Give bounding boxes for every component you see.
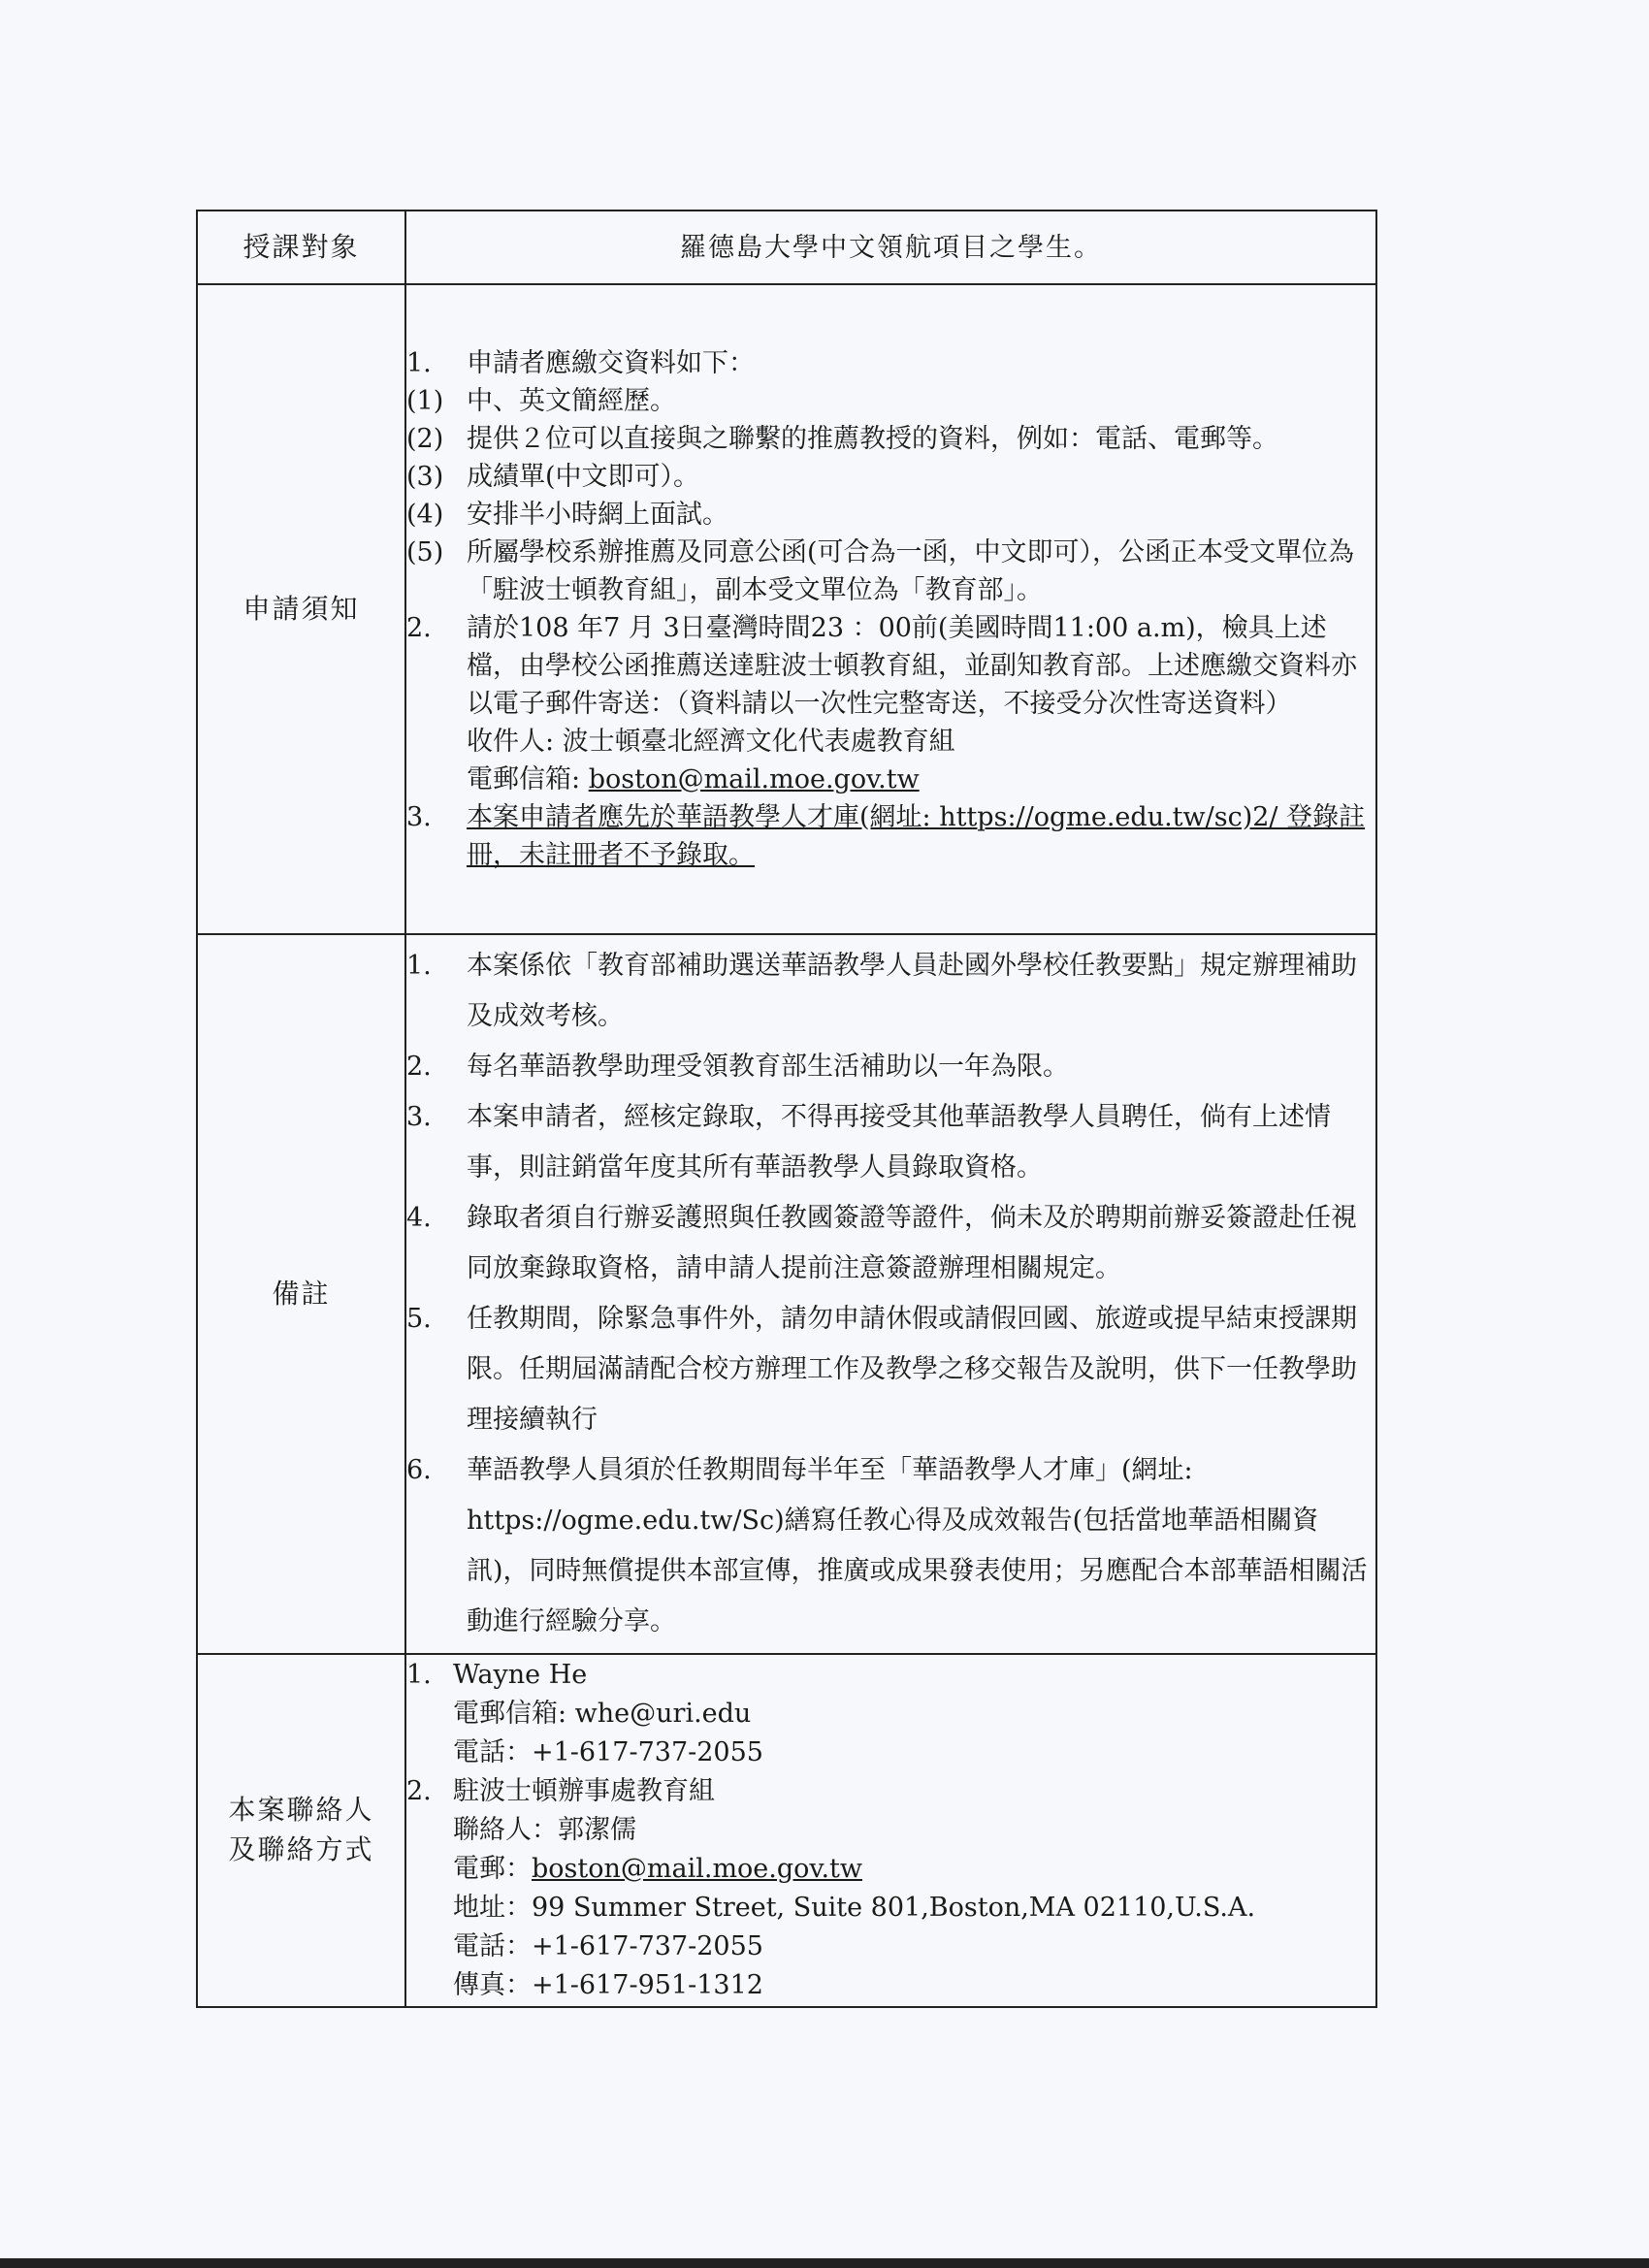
info-table xyxy=(196,210,1377,2008)
item-number: 2. xyxy=(406,1052,432,1082)
contact-content xyxy=(405,1654,1376,2007)
item-text: 每名華語教學助理受領教育部生活補助以一年為限。 xyxy=(467,1052,1069,1082)
item-number: 1. xyxy=(406,1660,432,1690)
label-target: 授課對象 xyxy=(197,211,405,284)
item-text xyxy=(467,609,1375,798)
apply-item-3 xyxy=(406,798,1375,874)
label-notes: 備註 xyxy=(197,934,405,1654)
sub-number: (5) xyxy=(406,537,444,567)
apply-sub-3 xyxy=(406,458,1375,496)
sub-text: 安排半小時網上面試。 xyxy=(467,500,728,530)
recipient-text: 收件人: 波士頓臺北經濟文化代表處教育組 xyxy=(467,727,955,757)
contact-name: Wayne He xyxy=(453,1660,588,1690)
sub-text: 中、英文簡經歷。 xyxy=(467,386,676,416)
item-text: 本案申請者，經核定錄取，不得再接受其他華語教學人員聘任，倘有上述情事，則註銷當年度其所有華語教學人員錄取資格。 xyxy=(467,1102,1331,1183)
row-application xyxy=(197,284,1376,934)
apply-sub-2 xyxy=(406,420,1375,458)
scan-bottom-edge xyxy=(0,2258,1649,2268)
note-item-4 xyxy=(406,1193,1375,1294)
contact-1-email: 電郵信箱: whe@uri.edu xyxy=(453,1699,752,1729)
contact-name: 駐波士頓辦事處教育組 xyxy=(453,1776,715,1806)
deadline-text: 請於108 年7 月 3日臺灣時間23 ：00前(美國時間11:00 a.m)，檢具上述檔，由學校公函推薦送達駐波士頓教育組，並副知教育部。上述應繳交資料亦以電子郵件寄送：（資料請以一次性完整寄送，不接受分次性寄送資料） xyxy=(467,613,1357,719)
note-item-3 xyxy=(406,1092,1375,1193)
sub-text: 所屬學校系辦推薦及同意公函(可合為一函，中文即可），公函正本受文單位為「駐波士頓教育組」，副本受文單位為「教育部」。 xyxy=(467,537,1355,605)
contact-2-person: 聯絡人：郭潔儒 xyxy=(453,1815,636,1845)
sub-number: (2) xyxy=(406,424,444,454)
notes-content xyxy=(405,934,1376,1654)
item-number: 2. xyxy=(406,613,432,643)
label-application: 申請須知 xyxy=(197,284,405,934)
email-label: 電郵信箱: xyxy=(467,764,589,794)
apply-sub-5 xyxy=(406,534,1375,609)
email-label: 電郵： xyxy=(453,1854,532,1884)
item-number: 6. xyxy=(406,1455,432,1485)
row-target-students xyxy=(197,211,1376,284)
item-text: 本案係依「教育部補助選送華語教學人員赴國外學校任教要點」規定辦理補助及成效考核。 xyxy=(467,951,1357,1031)
target-text: 羅德島大學中文領航項目之學生。 xyxy=(405,211,1376,284)
note-item-6 xyxy=(406,1445,1375,1647)
label-contact-line2: 及聯絡方式 xyxy=(228,1833,374,1865)
sub-number: (4) xyxy=(406,500,444,530)
item-text: 華語教學人員須於任教期間每半年至「華語教學人才庫」(網址: https://ogme.edu.tw/Sc)繕寫任教心得及成效報告(包括當地華語相關資訊)，同時無償提供本部宣傳，推廣或成果發表使用；另應配合本部華語相關活動進行經驗分享。 xyxy=(467,1455,1368,1636)
item-number: 1. xyxy=(406,951,432,981)
apply-item-2 xyxy=(406,609,1375,798)
item-number: 5. xyxy=(406,1304,432,1334)
email-link[interactable]: boston@mail.moe.gov.tw xyxy=(532,1854,862,1884)
sub-text: 提供２位可以直接與之聯繫的推薦教授的資料，例如：電話、電郵等。 xyxy=(467,424,1278,454)
item-number: 4. xyxy=(406,1203,432,1233)
label-contact xyxy=(197,1654,405,2007)
sub-number: (1) xyxy=(406,386,444,416)
contact-1 xyxy=(406,1656,1375,1695)
contact-2-email xyxy=(406,1850,1375,1889)
item-number: 2. xyxy=(406,1776,432,1806)
note-item-1 xyxy=(406,941,1375,1042)
item-text: 申請者應繳交資料如下： xyxy=(467,348,755,378)
sub-text: 成績單(中文即可）。 xyxy=(467,462,700,492)
item-number: 1. xyxy=(406,348,432,378)
email-link[interactable]: boston@mail.moe.gov.tw xyxy=(588,764,920,794)
application-content xyxy=(405,284,1376,934)
apply-sub-4 xyxy=(406,496,1375,534)
sub-number: (3) xyxy=(406,462,444,492)
contact-2-fax: 傳真：+1-617-951-1312 xyxy=(453,1970,763,2000)
apply-sub-1 xyxy=(406,382,1375,420)
note-item-5 xyxy=(406,1294,1375,1445)
apply-item-1 xyxy=(406,344,1375,382)
row-contact xyxy=(197,1654,1376,2007)
registration-notice: 本案申請者應先於華語教學人才庫(網址: https://ogme.edu.tw/sc)2/ 登錄註冊，未註冊者不予錄取。 xyxy=(467,802,1366,870)
row-notes xyxy=(197,934,1376,1654)
contact-2-address: 地址：99 Summer Street, Suite 801,Boston,MA 02110,U.S.A. xyxy=(453,1893,1256,1923)
contact-2-phone: 電話：+1-617-737-2055 xyxy=(453,1931,763,1961)
item-number: 3. xyxy=(406,802,432,832)
item-text: 任教期間，除緊急事件外，請勿申請休假或請假回國、旅遊或提早結束授課期限。任期屆滿請配合校方辦理工作及教學之移交報告及說明，供下一任教學助理接續執行 xyxy=(467,1304,1357,1435)
item-text: 錄取者須自行辦妥護照與任教國簽證等證件，倘未及於聘期前辦妥簽證赴任視同放棄錄取資格，請申請人提前注意簽證辦理相關規定。 xyxy=(467,1203,1357,1283)
note-item-2 xyxy=(406,1042,1375,1092)
label-contact-line1: 本案聯絡人 xyxy=(228,1794,374,1827)
contact-1-phone: 電話：+1-617-737-2055 xyxy=(453,1737,763,1767)
item-number: 3. xyxy=(406,1102,432,1132)
contact-2 xyxy=(406,1772,1375,1811)
